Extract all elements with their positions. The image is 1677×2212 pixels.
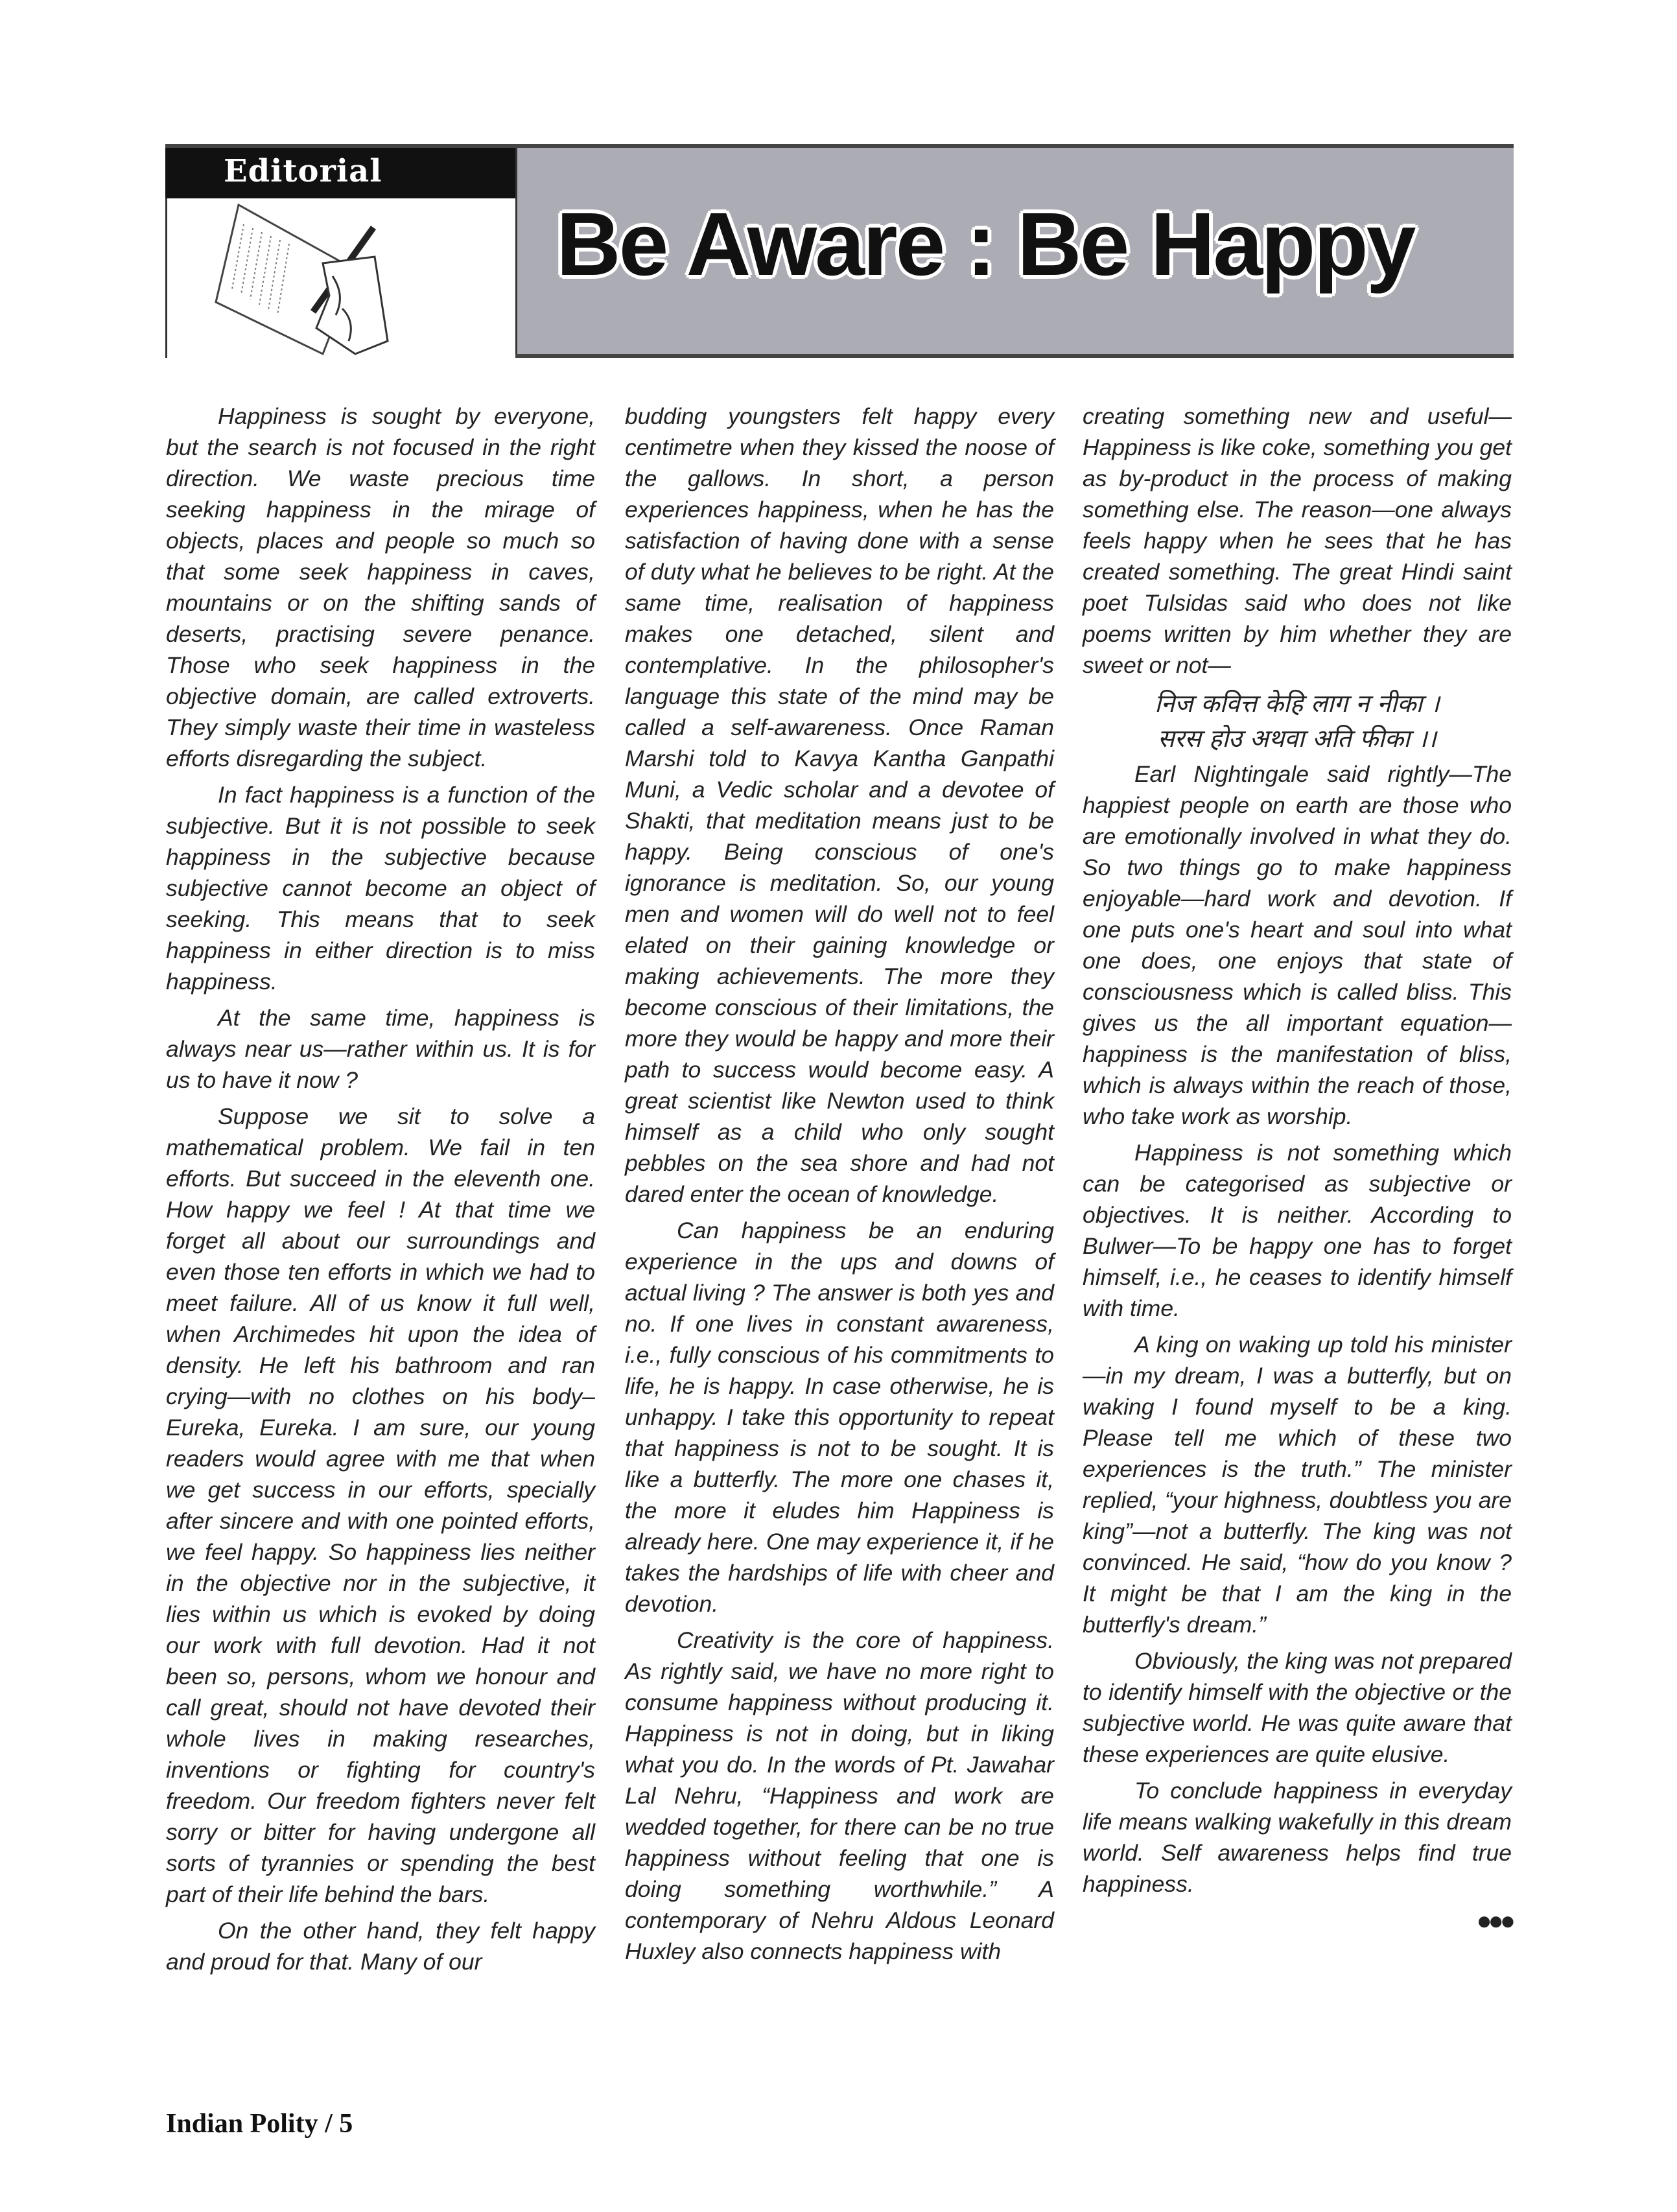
page-title: Be Aware : Be Happy <box>556 194 1414 294</box>
writing-hand-illustration <box>165 198 515 358</box>
column-2 <box>625 401 1054 1972</box>
end-mark: ●●● <box>1476 1907 1512 1935</box>
paragraph: Happiness is sought by everyone, but the search is not focused in the right direction. We waste precious time seeking happiness in the mirage of objects, places and people so much so that some seek happiness in caves, mountains or on the shifting sands of deserts, practising severe penance. Those who seek happiness in the objective domain, are called extroverts. They simply waste their time in wasteless efforts disregarding the subject. <box>166 403 595 771</box>
hand-writing-icon <box>167 198 515 358</box>
verse-line: निज कवित्त केहि लाग न नीका । <box>1155 689 1440 718</box>
editorial-header <box>165 144 1514 358</box>
paragraph: budding youngsters felt happy every centimetre when they kissed the noose of the gallows. In short, a person experiences happiness, when he has the satisfaction of having done with a sense of duty what he believes to be right. At the same time, realisation of happiness makes one detached, silent and contemplative. In the philosopher's language this state of the mind may be called a self-awareness. Once Raman Marshi told to Kavya Kantha Ganpathi Muni, a Vedic scholar and a devotee of Shakti, that meditation means just to be happy. Being conscious of one's ignorance is meditation. So, our young men and women will do well not to feel elated on their gaining knowledge or making achievements. The more they become conscious of their limitations, the more they would be happy and more their path to success would become easy. A great scientist like Newton used to think himself as a child who only sought pebbles on the sea shore and had not dared enter the ocean of knowledge. <box>625 403 1054 1207</box>
paragraph: At the same time, happiness is always near us—rather within us. It is for us to have it now ? <box>166 1005 595 1093</box>
section-label-band <box>165 148 515 198</box>
hindi-verse <box>1083 686 1512 756</box>
paragraph: On the other hand, they felt happy and proud for that. Many of our <box>166 1918 595 1975</box>
paragraph: To conclude happiness in everyday life means walking wakefully in this dream world. Self awareness helps find true happiness. <box>1083 1778 1512 1897</box>
paragraph: Creativity is the core of happiness. As rightly said, we have no more right to consume happiness without producing it. Happiness is not in doing, but in liking what you do. In the words of Pt. Jawahar Lal Nehru, “Happiness and work are wedded together, for there can be no true happiness without feeling that one is doing something worthwhile.” A contemporary of Nehru Aldous Leonard Huxley also connects happiness with <box>625 1627 1054 1964</box>
title-panel <box>515 148 1514 354</box>
page-footer: Indian Polity / 5 <box>166 2109 353 2139</box>
paragraph: Can happiness be an enduring experience in the ups and downs of actual living ? The answer is both yes and no. If one lives in constant awareness, i.e., fully conscious of his commitments to life, he is happy. In case otherwise, he is unhappy. I take this opportunity to repeat that happiness is not to be sought. It is like a butterfly. The more one chases it, the more it eludes him Happiness is already here. One may experience it, if he takes the hardships of life with cheer and devotion. <box>625 1218 1054 1617</box>
column-1 <box>166 401 595 1983</box>
verse-line: सरस होउ अथवा अति फीका ।। <box>1158 724 1437 753</box>
paragraph: creating something new and useful—Happiness is like coke, something you get as by-product in the process of making something else. The reason—one always feels happy when he sees that he has created something. The great Hindi saint poet Tulsidas said who does not like poems written by him whether they are sweet or not— <box>1083 403 1512 678</box>
paragraph: Earl Nightingale said rightly—The happiest people on earth are those who are emotionally involved in what they do. So two things go to make happiness enjoyable—hard work and devotion. If one puts one's heart and soul into what one does, one enjoys that state of consciousness which is called bliss. This gives us the all important equation—happiness is the manifestation of bliss, which is always within the reach of those, who take work as worship. <box>1083 761 1512 1129</box>
paragraph: A king on waking up told his minister—in my dream, I was a butterfly, but on waking I found myself to be a king. Please tell me which of these two experiences is the truth.” The minister replied, “your highness, doubtless you are king”—not a butterfly. The king was not convinced. He said, “how do you know ? It might be that I am the king in the butterfly's dream.” <box>1083 1332 1512 1638</box>
paragraph: Obviously, the king was not prepared to identify himself with the objective or the subjective world. He was quite aware that these experiences are quite elusive. <box>1083 1648 1512 1767</box>
column-3 <box>1083 401 1512 1937</box>
paragraph: In fact happiness is a function of the subjective. But it is not possible to seek happiness in the subjective because subjective cannot become an object of seeking. This means that to seek happiness in either direction is to miss happiness. <box>166 782 595 994</box>
paragraph: Suppose we sit to solve a mathematical problem. We fail in ten efforts. But succeed in the eleventh one. How happy we feel ! At that time we forget all about our surroundings and even those ten efforts in which we had to meet failure. All of us know it full well, when Archimedes hit upon the idea of density. He left his bathroom and ran crying—with no clothes on his body–Eureka, Eureka. I am sure, our young readers would agree with me that when we get success in our efforts, specially after sincere and with one pointed efforts, we feel happy. So happiness lies neither in the objective nor in the subjective, it lies within us which is evoked by doing our work with full devotion. Had it not been so, persons, whom we honour and call great, should not have devoted their whole lives in making researches, inventions or fighting for country's freedom. Our freedom fighters never felt sorry or bitter for having undergone all sorts of tyrannies or spending the best part of their life behind the bars. <box>166 1103 595 1907</box>
paragraph: Happiness is not something which can be categorised as subjective or objectives. It is neither. According to Bulwer—To be happy one has to forget himself, i.e., he ceases to identify himself with time. <box>1083 1140 1512 1321</box>
section-label: Editorial <box>224 153 382 189</box>
